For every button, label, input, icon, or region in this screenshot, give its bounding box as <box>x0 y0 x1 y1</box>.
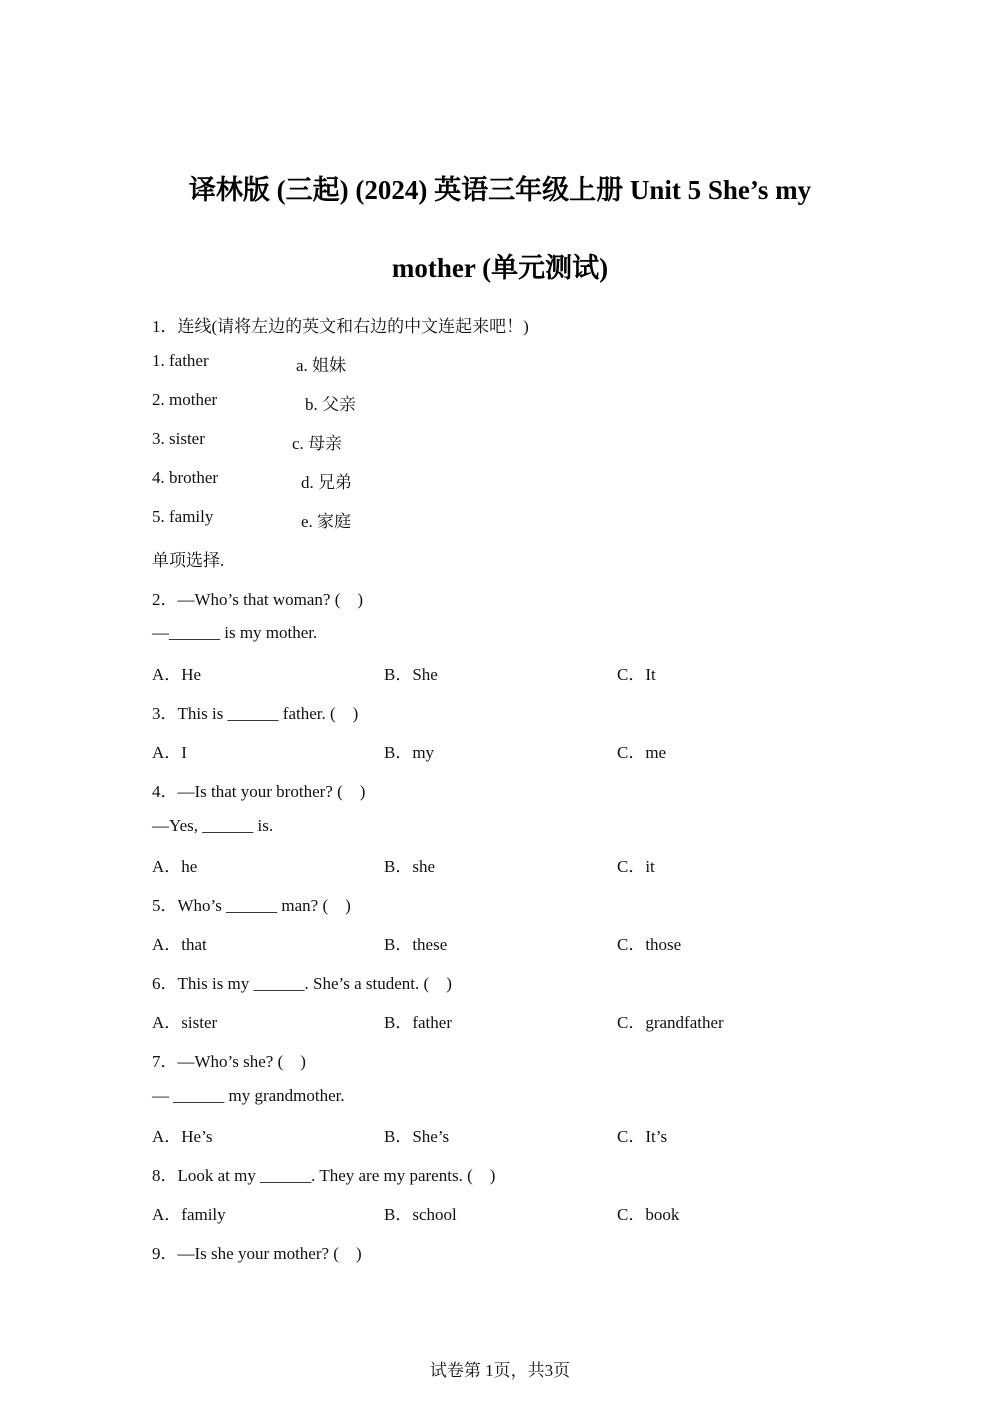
q1-prompt: 1．连线(请将左边的英文和右边的中文连起来吧！) <box>152 317 529 336</box>
match-left-4: 4. brother <box>152 468 219 487</box>
question-stem: 8．Look at my ______. They are my parents. ( ) <box>152 1166 496 1185</box>
option-a: A．I <box>152 743 187 762</box>
option-c: C．me <box>617 743 667 762</box>
option-a: A．He’s <box>152 1127 213 1146</box>
match-right-b: b. 父亲 <box>305 395 356 414</box>
match-right-d: d. 兄弟 <box>301 473 352 492</box>
option-b: B．father <box>384 1013 452 1032</box>
question-stem: 7．—Who’s she? ( ) <box>152 1052 306 1071</box>
question-stem: 6．This is my ______. She’s a student. ( ) <box>152 974 452 993</box>
option-b: B．school <box>384 1205 457 1224</box>
option-b: B．She’s <box>384 1127 450 1146</box>
page-title-line-2: mother (单元测试) <box>391 253 609 283</box>
option-a: A．He <box>152 665 202 684</box>
match-left-2: 2. mother <box>152 390 218 409</box>
question-stem: 5．Who’s ______ man? ( ) <box>152 896 351 915</box>
option-b: B．she <box>384 857 435 876</box>
option-a: A．he <box>152 857 198 876</box>
question-stem: 3．This is ______ father. ( ) <box>152 704 359 723</box>
match-left-3: 3. sister <box>152 429 205 448</box>
option-c: C．It <box>617 665 656 684</box>
question-stem: 9．—Is she your mother? ( ) <box>152 1244 362 1263</box>
match-right-c: c. 母亲 <box>292 434 343 453</box>
option-c: C．It’s <box>617 1127 668 1146</box>
match-right-e: e. 家庭 <box>301 512 352 531</box>
option-c: C．it <box>617 857 655 876</box>
option-c: C．grandfather <box>617 1013 724 1032</box>
option-b: B．my <box>384 743 435 762</box>
section-heading: 单项选择. <box>152 551 225 570</box>
question-stem-2: —Yes, ______ is. <box>152 816 274 835</box>
option-a: A．family <box>152 1205 226 1224</box>
option-c: C．book <box>617 1205 680 1224</box>
option-b: B．these <box>384 935 448 954</box>
option-a: A．sister <box>152 1013 218 1032</box>
question-stem: 4．—Is that your brother? ( ) <box>152 782 366 801</box>
match-left-1: 1. father <box>152 351 209 370</box>
question-stem-2: —______ is my mother. <box>152 623 318 642</box>
match-left-5: 5. family <box>152 507 214 526</box>
page-footer: 试卷第 1页，共3页 <box>429 1361 571 1380</box>
option-a: A．that <box>152 935 207 954</box>
question-stem-2: — ______ my grandmother. <box>152 1086 345 1105</box>
option-b: B．She <box>384 665 438 684</box>
option-c: C．those <box>617 935 682 954</box>
page-title-line-1: 译林版 (三起) (2024) 英语三年级上册 Unit 5 She’s my <box>188 175 812 205</box>
question-stem: 2．—Who’s that woman? ( ) <box>152 590 364 609</box>
match-right-a: a. 姐妹 <box>296 356 347 375</box>
